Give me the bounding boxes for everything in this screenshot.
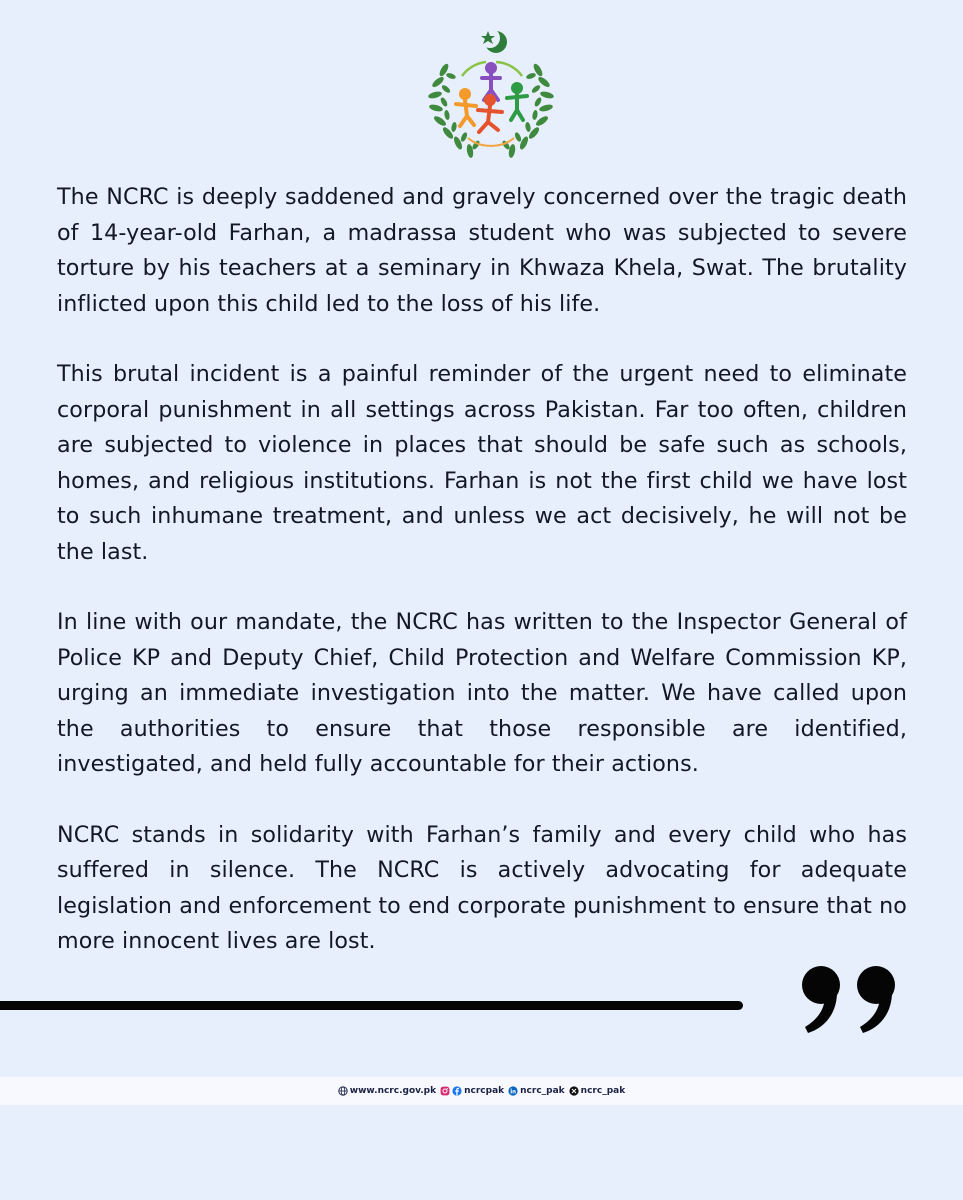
x-handle-text: ncrc_pak bbox=[580, 1086, 626, 1096]
social-link[interactable] bbox=[440, 1086, 504, 1096]
globe-icon bbox=[338, 1086, 348, 1096]
statement-paragraph-1: The NCRC is deeply saddened and gravely concerned over the tragic death of 14-year-old Farhan, a madrassa student who was subjected to severe torture by his teachers at a seminary in Khwaza Khela, Swat. The brutality inflicted upon this child led to the loss of his life. bbox=[57, 184, 907, 317]
divider-bar bbox=[0, 1001, 743, 1010]
facebook-icon bbox=[452, 1086, 462, 1096]
linkedin-link[interactable] bbox=[508, 1086, 565, 1096]
closing-quote-icon bbox=[797, 962, 905, 1034]
x-link[interactable] bbox=[569, 1086, 626, 1096]
footer-links bbox=[0, 1077, 963, 1105]
ncrc-logo-icon bbox=[424, 26, 558, 164]
statement-paragraph-4: NCRC stands in solidarity with Farhan’s family and every child who has suffered in silence. The NCRC is actively advocating for adequate legislation and enforcement to end corporate punishment to ensure that no more innocent lives are lost. bbox=[57, 821, 907, 954]
statement-paragraph-3: In line with our mandate, the NCRC has written to the Inspector General of Police KP and Deputy Chief, Child Protection and Welfare Commission KP, urging an immediate investigation into the matter. We have called upon the authorities to ensure that those responsible are identified, investigated, and held fully accountable for their actions. bbox=[57, 609, 907, 777]
linkedin-handle-text: ncrc_pak bbox=[520, 1086, 565, 1096]
statement-body bbox=[57, 180, 907, 995]
website-text: www.ncrc.gov.pk bbox=[349, 1086, 437, 1096]
statement-paragraph-2: This brutal incident is a painful reminder of the urgent need to eliminate corporal punishment in all settings across Pakistan. Far too often, children are subjected to violence in places that should be safe such as schools, homes, and religious institutions. Farhan is not the first child we have lost to such inhumane treatment, and unless we act decisively, he will not be the last. bbox=[57, 361, 907, 565]
linkedin-icon bbox=[508, 1086, 518, 1096]
social-handle-text: ncrcpak bbox=[464, 1086, 505, 1096]
website-link[interactable] bbox=[338, 1086, 436, 1096]
x-icon bbox=[569, 1086, 579, 1096]
ncrc-logo bbox=[424, 26, 558, 164]
instagram-icon bbox=[440, 1086, 450, 1096]
